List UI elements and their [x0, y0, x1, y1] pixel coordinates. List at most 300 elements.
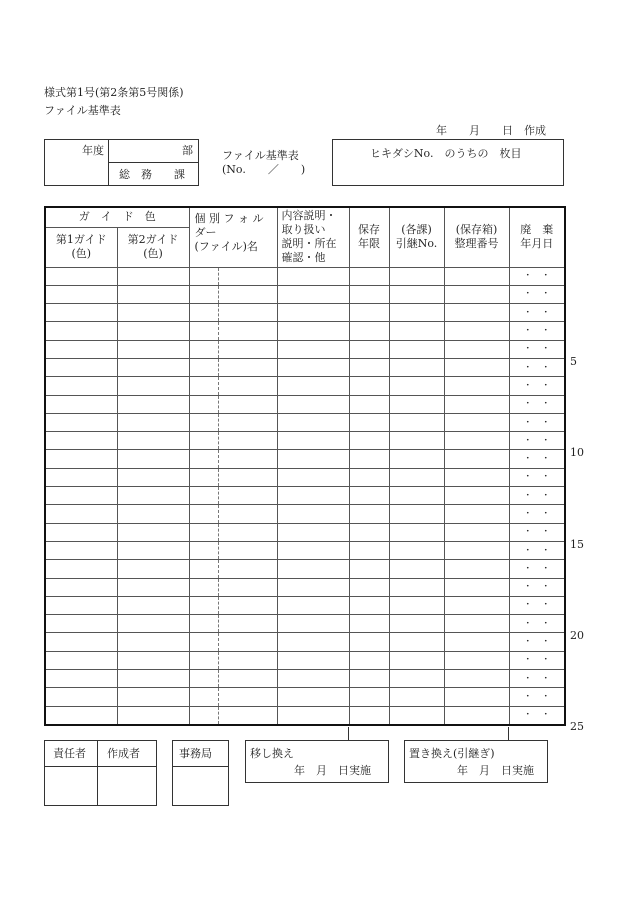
cell-sec[interactable] [389, 377, 444, 395]
description-header-line2: 取り扱い [281, 223, 326, 236]
cell-disp[interactable] [509, 450, 565, 468]
cell-sec[interactable] [389, 596, 444, 614]
description-header [277, 207, 349, 267]
cell-ret[interactable] [349, 468, 389, 486]
cell-guide2[interactable] [117, 670, 189, 688]
cell-wide[interactable] [189, 358, 218, 376]
disposal-header-line1: 廃 棄 [520, 223, 554, 237]
cell-wide[interactable] [189, 578, 218, 596]
cell-wide[interactable] [189, 468, 218, 486]
cell-box[interactable] [444, 487, 509, 505]
cell-disp[interactable] [509, 340, 565, 358]
disposal-date-dots: ・ ・ [523, 673, 551, 684]
cell-disp[interactable] [509, 487, 565, 505]
cell-wide[interactable] [189, 670, 218, 688]
cell-guide1[interactable] [45, 541, 117, 559]
cell-name[interactable] [218, 505, 277, 523]
responsible-label: 責任者 [53, 747, 86, 760]
cell-desc[interactable] [277, 670, 349, 688]
cell-ret[interactable] [349, 505, 389, 523]
cell-guide2[interactable] [117, 395, 189, 413]
cell-name[interactable] [218, 468, 277, 486]
cell-name[interactable] [218, 304, 277, 322]
replace-date: 年 月 日実施 [457, 764, 534, 777]
cell-guide2[interactable] [117, 450, 189, 468]
cell-disp[interactable] [509, 413, 565, 431]
guide1-header [45, 227, 117, 267]
cell-desc[interactable] [277, 413, 349, 431]
description-header-line4: 確認・他 [281, 251, 326, 264]
cell-name[interactable] [218, 651, 277, 669]
file-standard-table [44, 206, 566, 726]
cell-box[interactable] [444, 395, 509, 413]
cell-guide2[interactable] [117, 633, 189, 651]
cell-guide1[interactable] [45, 670, 117, 688]
cell-ret[interactable] [349, 560, 389, 578]
cell-disp[interactable] [509, 651, 565, 669]
cell-guide1[interactable] [45, 560, 117, 578]
cell-desc[interactable] [277, 285, 349, 303]
office-hdivider [172, 766, 229, 767]
disposal-date-dots: ・ ・ [523, 710, 551, 721]
cell-disp[interactable] [509, 541, 565, 559]
cell-name[interactable] [218, 285, 277, 303]
cell-guide1[interactable] [45, 340, 117, 358]
cell-guide1[interactable] [45, 468, 117, 486]
section-header-line1: (各課) [401, 223, 432, 237]
cell-guide1[interactable] [45, 596, 117, 614]
cell-guide2[interactable] [117, 377, 189, 395]
cell-disp[interactable] [509, 560, 565, 578]
cell-ret[interactable] [349, 304, 389, 322]
guide2-header [117, 227, 189, 267]
cell-sec[interactable] [389, 487, 444, 505]
retention-header-line2: 年限 [358, 237, 380, 251]
cell-disp[interactable] [509, 285, 565, 303]
cell-desc[interactable] [277, 578, 349, 596]
cell-name[interactable] [218, 450, 277, 468]
cell-name[interactable] [218, 578, 277, 596]
cell-guide1[interactable] [45, 267, 117, 285]
cell-disp[interactable] [509, 596, 565, 614]
cell-ret[interactable] [349, 285, 389, 303]
table-body [45, 267, 565, 725]
cell-desc[interactable] [277, 651, 349, 669]
guide1-header-line1: 第1ガイド [55, 233, 107, 246]
cell-sec[interactable] [389, 340, 444, 358]
cell-wide[interactable] [189, 596, 218, 614]
office-label: 事務局 [179, 747, 212, 760]
year-dept-hdivider [108, 162, 199, 163]
table-row [45, 487, 565, 505]
cell-wide[interactable] [189, 706, 218, 725]
cell-ret[interactable] [349, 578, 389, 596]
cell-guide2[interactable] [117, 523, 189, 541]
cell-box[interactable] [444, 688, 509, 706]
cell-ret[interactable] [349, 267, 389, 285]
disposal-date-dots: ・ ・ [523, 600, 551, 611]
cell-guide1[interactable] [45, 413, 117, 431]
disposal-date-dots: ・ ・ [523, 582, 551, 593]
cell-ret[interactable] [349, 541, 389, 559]
table-row [45, 688, 565, 706]
cell-name[interactable] [218, 633, 277, 651]
disposal-date-dots: ・ ・ [523, 637, 551, 648]
cell-desc[interactable] [277, 395, 349, 413]
cell-ret[interactable] [349, 395, 389, 413]
cell-disp[interactable] [509, 377, 565, 395]
cell-disp[interactable] [509, 578, 565, 596]
cell-desc[interactable] [277, 615, 349, 633]
cell-desc[interactable] [277, 432, 349, 450]
cell-name[interactable] [218, 395, 277, 413]
cell-sec[interactable] [389, 468, 444, 486]
cell-name[interactable] [218, 706, 277, 725]
table-row [45, 615, 565, 633]
cell-guide1[interactable] [45, 377, 117, 395]
folder-name-header [189, 207, 277, 267]
cell-wide[interactable] [189, 285, 218, 303]
form-title: ファイル基準表 [44, 104, 121, 117]
cell-wide[interactable] [189, 267, 218, 285]
cell-desc[interactable] [277, 505, 349, 523]
cell-name[interactable] [218, 487, 277, 505]
cell-disp[interactable] [509, 615, 565, 633]
cell-wide[interactable] [189, 395, 218, 413]
cell-wide[interactable] [189, 560, 218, 578]
table-row [45, 358, 565, 376]
cell-guide1[interactable] [45, 688, 117, 706]
cell-box[interactable] [444, 304, 509, 322]
cell-box[interactable] [444, 285, 509, 303]
cell-name[interactable] [218, 322, 277, 340]
cell-box[interactable] [444, 413, 509, 431]
cell-box[interactable] [444, 633, 509, 651]
cell-disp[interactable] [509, 688, 565, 706]
cell-desc[interactable] [277, 267, 349, 285]
table-row [45, 523, 565, 541]
cell-name[interactable] [218, 670, 277, 688]
cell-sec[interactable] [389, 413, 444, 431]
cell-disp[interactable] [509, 670, 565, 688]
transfer-label: 移し換え [250, 747, 294, 760]
cell-sec[interactable] [389, 651, 444, 669]
cell-ret[interactable] [349, 670, 389, 688]
disposal-date-dots: ・ ・ [523, 691, 551, 702]
cell-box[interactable] [444, 432, 509, 450]
cell-guide2[interactable] [117, 487, 189, 505]
hikidashi-label: ヒキダシNo. のうちの 枚目 [370, 147, 522, 160]
cell-sec[interactable] [389, 267, 444, 285]
cell-box[interactable] [444, 615, 509, 633]
cell-name[interactable] [218, 615, 277, 633]
cell-guide1[interactable] [45, 358, 117, 376]
cell-guide1[interactable] [45, 322, 117, 340]
cell-sec[interactable] [389, 358, 444, 376]
cell-ret[interactable] [349, 358, 389, 376]
disposal-date-dots: ・ ・ [523, 271, 551, 282]
transfer-date: 年 月 日実施 [294, 764, 371, 777]
disposal-header [509, 207, 565, 267]
cell-guide2[interactable] [117, 578, 189, 596]
cell-name[interactable] [218, 432, 277, 450]
cell-wide[interactable] [189, 651, 218, 669]
table-row [45, 505, 565, 523]
cell-ret[interactable] [349, 523, 389, 541]
row-number-25: 25 [570, 720, 584, 733]
signature-divider [97, 740, 98, 806]
cell-ret[interactable] [349, 432, 389, 450]
cell-ret[interactable] [349, 596, 389, 614]
cell-wide[interactable] [189, 377, 218, 395]
cell-guide1[interactable] [45, 285, 117, 303]
cell-disp[interactable] [509, 322, 565, 340]
table-row [45, 468, 565, 486]
cell-sec[interactable] [389, 578, 444, 596]
cell-wide[interactable] [189, 322, 218, 340]
cell-name[interactable] [218, 377, 277, 395]
cell-name[interactable] [218, 340, 277, 358]
cell-disp[interactable] [509, 432, 565, 450]
cell-desc[interactable] [277, 688, 349, 706]
cell-desc[interactable] [277, 596, 349, 614]
cell-wide[interactable] [189, 523, 218, 541]
cell-ret[interactable] [349, 450, 389, 468]
disposal-date-dots: ・ ・ [523, 472, 551, 483]
folder-header-line1: 個 別 フ ォ ル [194, 212, 264, 225]
cell-sec[interactable] [389, 523, 444, 541]
cell-ret[interactable] [349, 688, 389, 706]
cell-desc[interactable] [277, 560, 349, 578]
cell-desc[interactable] [277, 377, 349, 395]
cell-sec[interactable] [389, 706, 444, 725]
box-header-line1: (保存箱) [455, 223, 498, 237]
cell-box[interactable] [444, 267, 509, 285]
cell-desc[interactable] [277, 340, 349, 358]
table-row [45, 377, 565, 395]
cell-ret[interactable] [349, 615, 389, 633]
cell-box[interactable] [444, 706, 509, 725]
cell-box[interactable] [444, 450, 509, 468]
kijun-number: (No. ／ ) [222, 163, 306, 176]
table-row [45, 340, 565, 358]
cell-name[interactable] [218, 358, 277, 376]
table-row [45, 304, 565, 322]
cell-box[interactable] [444, 578, 509, 596]
cell-box[interactable] [444, 670, 509, 688]
cell-ret[interactable] [349, 322, 389, 340]
transfer-connector [348, 727, 349, 741]
cell-guide2[interactable] [117, 541, 189, 559]
cell-guide1[interactable] [45, 450, 117, 468]
cell-desc[interactable] [277, 304, 349, 322]
cell-sec[interactable] [389, 432, 444, 450]
cell-wide[interactable] [189, 432, 218, 450]
disposal-date-dots: ・ ・ [523, 344, 551, 355]
table-row [45, 706, 565, 725]
cell-guide2[interactable] [117, 706, 189, 725]
cell-wide[interactable] [189, 413, 218, 431]
cell-guide2[interactable] [117, 560, 189, 578]
cell-box[interactable] [444, 651, 509, 669]
table-row [45, 541, 565, 559]
year-label: 年度 [82, 144, 104, 157]
cell-desc[interactable] [277, 523, 349, 541]
cell-guide2[interactable] [117, 285, 189, 303]
cell-box[interactable] [444, 322, 509, 340]
cell-disp[interactable] [509, 358, 565, 376]
cell-guide1[interactable] [45, 615, 117, 633]
disposal-date-dots: ・ ・ [523, 399, 551, 410]
cell-sec[interactable] [389, 670, 444, 688]
cell-guide1[interactable] [45, 578, 117, 596]
cell-sec[interactable] [389, 395, 444, 413]
cell-wide[interactable] [189, 450, 218, 468]
cell-guide2[interactable] [117, 322, 189, 340]
cell-name[interactable] [218, 541, 277, 559]
description-header-line1: 内容説明・ [281, 209, 337, 222]
section-header-line2: 引継No. [395, 237, 438, 251]
cell-ret[interactable] [349, 651, 389, 669]
cell-guide2[interactable] [117, 468, 189, 486]
cell-box[interactable] [444, 505, 509, 523]
box-header-line2: 整理番号 [454, 237, 499, 251]
cell-sec[interactable] [389, 688, 444, 706]
cell-desc[interactable] [277, 468, 349, 486]
cell-guide1[interactable] [45, 633, 117, 651]
table-row [45, 651, 565, 669]
cell-guide1[interactable] [45, 432, 117, 450]
cell-sec[interactable] [389, 615, 444, 633]
cell-guide2[interactable] [117, 651, 189, 669]
disposal-date-dots: ・ ・ [523, 655, 551, 666]
row-number-15: 15 [570, 538, 584, 551]
cell-disp[interactable] [509, 706, 565, 725]
cell-guide2[interactable] [117, 596, 189, 614]
cell-box[interactable] [444, 596, 509, 614]
cell-ret[interactable] [349, 413, 389, 431]
description-header-line3: 説明・所在 [281, 237, 337, 250]
disposal-date-dots: ・ ・ [523, 289, 551, 300]
cell-guide2[interactable] [117, 340, 189, 358]
cell-wide[interactable] [189, 633, 218, 651]
cell-desc[interactable] [277, 322, 349, 340]
cell-name[interactable] [218, 413, 277, 431]
cell-disp[interactable] [509, 304, 565, 322]
cell-box[interactable] [444, 468, 509, 486]
guide2-header-line1: 第2ガイド [127, 233, 179, 246]
table-row [45, 322, 565, 340]
cell-desc[interactable] [277, 706, 349, 725]
cell-sec[interactable] [389, 322, 444, 340]
cell-guide1[interactable] [45, 304, 117, 322]
cell-guide2[interactable] [117, 304, 189, 322]
cell-wide[interactable] [189, 487, 218, 505]
cell-disp[interactable] [509, 267, 565, 285]
cell-box[interactable] [444, 340, 509, 358]
cell-guide1[interactable] [45, 706, 117, 725]
cell-sec[interactable] [389, 560, 444, 578]
disposal-date-dots: ・ ・ [523, 618, 551, 629]
cell-guide2[interactable] [117, 505, 189, 523]
cell-guide2[interactable] [117, 615, 189, 633]
cell-guide1[interactable] [45, 505, 117, 523]
cell-disp[interactable] [509, 523, 565, 541]
cell-wide[interactable] [189, 505, 218, 523]
cell-guide2[interactable] [117, 432, 189, 450]
cell-name[interactable] [218, 560, 277, 578]
cell-guide2[interactable] [117, 358, 189, 376]
cell-disp[interactable] [509, 633, 565, 651]
cell-sec[interactable] [389, 450, 444, 468]
cell-box[interactable] [444, 523, 509, 541]
cell-guide1[interactable] [45, 487, 117, 505]
cell-sec[interactable] [389, 541, 444, 559]
section-header [389, 207, 444, 267]
cell-name[interactable] [218, 688, 277, 706]
cell-guide1[interactable] [45, 395, 117, 413]
row-number-5: 5 [570, 355, 577, 368]
cell-box[interactable] [444, 541, 509, 559]
cell-sec[interactable] [389, 505, 444, 523]
table-row [45, 633, 565, 651]
replace-label: 置き換え(引継ぎ) [409, 747, 495, 760]
cell-desc[interactable] [277, 358, 349, 376]
table-row [45, 432, 565, 450]
cell-name[interactable] [218, 596, 277, 614]
cell-sec[interactable] [389, 304, 444, 322]
cell-ret[interactable] [349, 706, 389, 725]
cell-name[interactable] [218, 267, 277, 285]
creation-date-line: 年 月 日 作成 [436, 124, 546, 137]
table-row [45, 578, 565, 596]
cell-name[interactable] [218, 523, 277, 541]
cell-ret[interactable] [349, 633, 389, 651]
cell-sec[interactable] [389, 633, 444, 651]
cell-sec[interactable] [389, 285, 444, 303]
cell-disp[interactable] [509, 468, 565, 486]
cell-box[interactable] [444, 377, 509, 395]
cell-wide[interactable] [189, 304, 218, 322]
cell-desc[interactable] [277, 487, 349, 505]
cell-wide[interactable] [189, 340, 218, 358]
folder-header-line2: ダー [194, 226, 217, 239]
cell-desc[interactable] [277, 450, 349, 468]
cell-wide[interactable] [189, 688, 218, 706]
table-row [45, 413, 565, 431]
cell-guide2[interactable] [117, 413, 189, 431]
retention-header-line1: 保存 [358, 223, 380, 237]
disposal-date-dots: ・ ・ [523, 545, 551, 556]
cell-guide2[interactable] [117, 688, 189, 706]
cell-guide2[interactable] [117, 267, 189, 285]
cell-guide1[interactable] [45, 523, 117, 541]
cell-box[interactable] [444, 560, 509, 578]
cell-ret[interactable] [349, 487, 389, 505]
cell-guide1[interactable] [45, 651, 117, 669]
cell-wide[interactable] [189, 615, 218, 633]
cell-disp[interactable] [509, 505, 565, 523]
disposal-date-dots: ・ ・ [523, 435, 551, 446]
cell-box[interactable] [444, 358, 509, 376]
cell-desc[interactable] [277, 541, 349, 559]
signature-hdivider [44, 766, 157, 767]
cell-ret[interactable] [349, 377, 389, 395]
cell-wide[interactable] [189, 541, 218, 559]
cell-disp[interactable] [509, 395, 565, 413]
cell-desc[interactable] [277, 633, 349, 651]
cell-ret[interactable] [349, 340, 389, 358]
